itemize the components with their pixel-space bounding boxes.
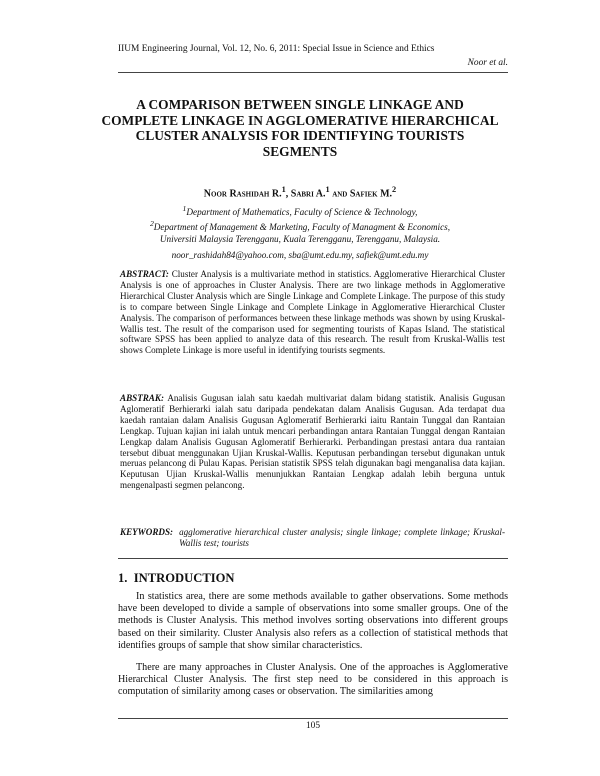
keywords-text: agglomerative hierarchical cluster analysis; single linkage; complete linkage; Kruskal-Wallis test; tourists bbox=[179, 527, 505, 548]
author-emails: noor_rashidah84@yahoo.com, sba@umt.edu.my, safiek@umt.edu.my bbox=[171, 250, 429, 260]
paragraph-text: There are many approaches in Cluster Analysis. One of the approaches is Agglomerative Hierarchical Cluster Analysis. The first step need to be considered in this approach is computation of similarity among cases or observation. The similarities among bbox=[118, 662, 508, 698]
keywords bbox=[120, 527, 505, 549]
abstract-malay bbox=[120, 393, 505, 491]
affiliation-line bbox=[100, 218, 500, 233]
abstract-divider bbox=[118, 558, 508, 559]
affiliation-mark: 1 bbox=[182, 204, 187, 213]
author-affil-mark: 2 bbox=[392, 185, 397, 194]
body-paragraph bbox=[118, 662, 508, 699]
footer-divider bbox=[118, 718, 508, 719]
affiliation-text: Universiti Malaysia Terengganu, Kuala Terengganu, Terengganu, Malaysia. bbox=[159, 234, 441, 245]
body-paragraph bbox=[118, 591, 508, 652]
header-divider bbox=[118, 72, 508, 73]
paper-title: A COMPARISON BETWEEN SINGLE LINKAGE AND COMPLETE LINKAGE IN AGGLOMERATIVE HIERARCHICAL CLUSTER ANALYSIS FOR IDENTIFYING TOURISTS SEGMENTS bbox=[101, 97, 499, 159]
keywords-label: KEYWORDS: bbox=[120, 527, 174, 537]
abstract-english bbox=[120, 269, 505, 356]
affiliation-line bbox=[100, 233, 500, 245]
abstrak-text: Analisis Gugusan ialah satu kaedah multivariat dalam bidang statistik. Analisis Gugusan Aglomeratif Berhierarki ialah satu daripada pendekatan dalam Analisis Gugusan. Ada terdapat dua kaedah rantaian dalam Analisis Gugusan Aglomeratif Berhierarki iaitu Rantain Tunggal dan Rantaian Lengkap. Tujuan kajian ini ialah untuk mencari perbandingan antara Rantaian Tunggal dengan Rantaian Lengkap dalam Analisis Gugusan Aglomeratif Berhierarki. Perbandingan prestasi antara dua rantaian tersebut dibuat menggunakan Ujian Kruskal-Wallis. Keputusan perbandingan tersebut digunakan untuk meruas pelancong di Pulau Kapas. Perisian statistik SPSS telah digunakan bagi menganalisa data kajian. Keputusan Ujian Kruskal-Wallis menunjukkan Rantaian Lengkap adalah lebih berguna untuk mengenalpasti segmen pelancong. bbox=[120, 393, 505, 491]
section-heading: 1. INTRODUCTION bbox=[118, 571, 235, 585]
running-author: Noor et al. bbox=[467, 58, 508, 68]
abstract-text: Cluster Analysis is a multivariate method in statistics. Agglomerative Hierarchical Cluster Analysis is one of approaches in Cluster Analysis. There are two linkage methods in Agglomerative Hierarchical Cluster Analysis which are Single Linkage and Complete Linkage. The purpose of this study is to compare between Single Linkage and Complete Linkage in Agglomerative Hierarchical Cluster Analysis. The comparison of performances between these linkage methods was shown by using Kruskal-Wallis test. The result of the comparison used for segmenting tourists of Kapas Island. The statistical software SPSS has been applied to analyze data of this research. The result from Kruskal-Wallis test shows Complete Linkage is more useful in identifying tourists segments. bbox=[120, 269, 505, 356]
journal-citation: IIUM Engineering Journal, Vol. 12, No. 6, 2011: Special Issue in Science and Ethics bbox=[118, 44, 435, 54]
author-name: Safiek M. bbox=[349, 188, 393, 200]
affiliation-line bbox=[100, 203, 500, 218]
affiliation-text: Department of Management & Marketing, Faculty of Managment & Economics, bbox=[153, 222, 451, 233]
affiliations bbox=[100, 203, 500, 245]
abstract-label: ABSTRACT: bbox=[120, 269, 169, 279]
paragraph-text: In statistics area, there are some methods available to gather observations. Some methods have been developed to divide a sample of observations into some smaller groups. One of the methods is Cluster Analysis. This method involves sorting observations into different groups based on their similarity. Cluster Analysis also refers as a collection of statistical methods that identifies groups of sample that show similar characteristics. bbox=[118, 591, 508, 651]
author-affil-mark: 1 bbox=[325, 185, 330, 194]
author-and: and bbox=[329, 188, 350, 200]
author-separator: , bbox=[285, 188, 291, 200]
page-number: 105 bbox=[305, 721, 321, 731]
abstrak-label: ABSTRAK: bbox=[120, 393, 164, 403]
author-name: Sabri A. bbox=[290, 188, 326, 200]
author-list bbox=[100, 185, 500, 199]
author-affil-mark: 1 bbox=[281, 185, 286, 194]
affiliation-mark: 2 bbox=[149, 219, 154, 229]
author-name: Noor Rashidah R. bbox=[203, 188, 282, 200]
affiliation-text: Department of Mathematics, Faculty of Science & Technology, bbox=[186, 207, 418, 218]
